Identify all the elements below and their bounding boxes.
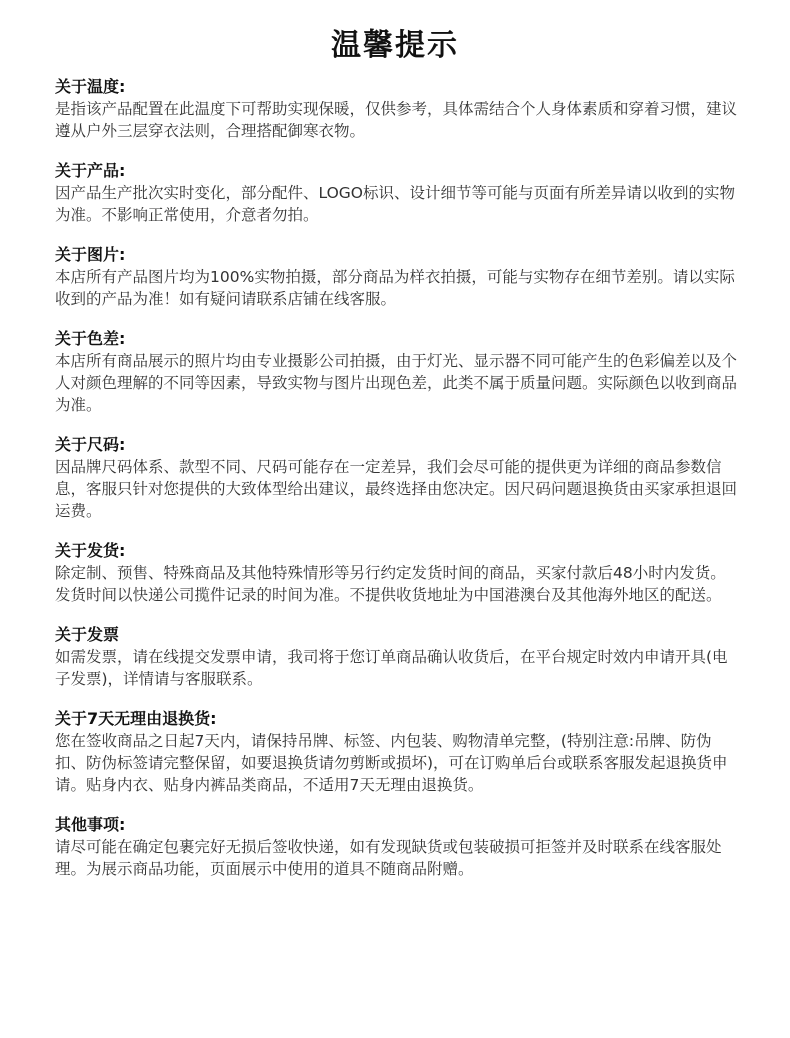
section-heading: 关于尺码:: [55, 435, 126, 454]
section-heading: 关于图片:: [55, 245, 126, 264]
section-body: 本店所有产品图片均为100%实物拍摄，部分商品为样衣拍摄，可能与实物存在细节差别。请以实际收到的产品为准！如有疑问请联系店铺在线客服。: [55, 268, 735, 308]
notice-section-color-difference: [55, 328, 737, 416]
notice-section-product: [55, 160, 737, 226]
section-body: 您在签收商品之日起7天内，请保持吊牌、标签、内包装、购物清单完整，(特别注意:吊牌、防伪扣、防伪标签请完整保留，如要退换货请勿剪断或损坏)，可在订购单后台或联系客服发起退换货申请。贴身内衣、贴身内裤品类商品，不适用7天无理由退换货。: [55, 732, 728, 794]
section-body: 因品牌尺码体系、款型不同、尺码可能存在一定差异，我们会尽可能的提供更为详细的商品参数信息，客服只针对您提供的大致体型给出建议，最终选择由您决定。因尺码问题退换货由买家承担退回运费。: [55, 458, 738, 520]
notice-section-invoice: [55, 624, 737, 690]
notice-section-sizing: [55, 434, 737, 522]
notice-section-images: [55, 244, 737, 310]
notice-section-temperature: [55, 76, 737, 142]
section-heading: 关于色差:: [55, 329, 126, 348]
section-heading: 关于发货:: [55, 541, 126, 560]
section-heading: 其他事项:: [55, 815, 126, 834]
notice-section-other: [55, 814, 737, 880]
section-heading: 关于温度:: [55, 77, 126, 96]
section-body: 因产品生产批次实时变化，部分配件、LOGO标识、设计细节等可能与页面有所差异请以收到的实物为准。不影响正常使用，介意者勿拍。: [55, 184, 735, 224]
section-body: 如需发票，请在线提交发票申请，我司将于您订单商品确认收货后，在平台规定时效内申请开具(电子发票)，详情请与客服联系。: [55, 648, 728, 688]
section-body: 本店所有商品展示的照片均由专业摄影公司拍摄，由于灯光、显示器不同可能产生的色彩偏差以及个人对颜色理解的不同等因素，导致实物与图片出现色差，此类不属于质量问题。实际颜色以收到商品为准。: [55, 352, 738, 414]
section-heading: 关于7天无理由退换货:: [55, 709, 217, 728]
section-body: 是指该产品配置在此温度下可帮助实现保暖，仅供参考，具体需结合个人身体素质和穿着习惯，建议遵从户外三层穿衣法则，合理搭配御寒衣物。: [55, 100, 738, 140]
page-title: 温馨提示: [331, 28, 459, 63]
section-heading: 关于产品:: [55, 161, 126, 180]
section-body: 请尽可能在确定包裹完好无损后签收快递，如有发现缺货或包装破损可拒签并及时联系在线客服处理。为展示商品功能，页面展示中使用的道具不随商品附赠。: [55, 838, 722, 878]
section-heading: 关于发票: [55, 625, 120, 644]
notice-section-returns: [55, 708, 737, 796]
section-body: 除定制、预售、特殊商品及其他特殊情形等另行约定发货时间的商品，买家付款后48小时内发货。发货时间以快递公司揽件记录的时间为准。不提供收货地址为中国港澳台及其他海外地区的配送。: [55, 564, 726, 604]
notice-list: [55, 76, 737, 898]
notice-section-shipping: [55, 540, 737, 606]
